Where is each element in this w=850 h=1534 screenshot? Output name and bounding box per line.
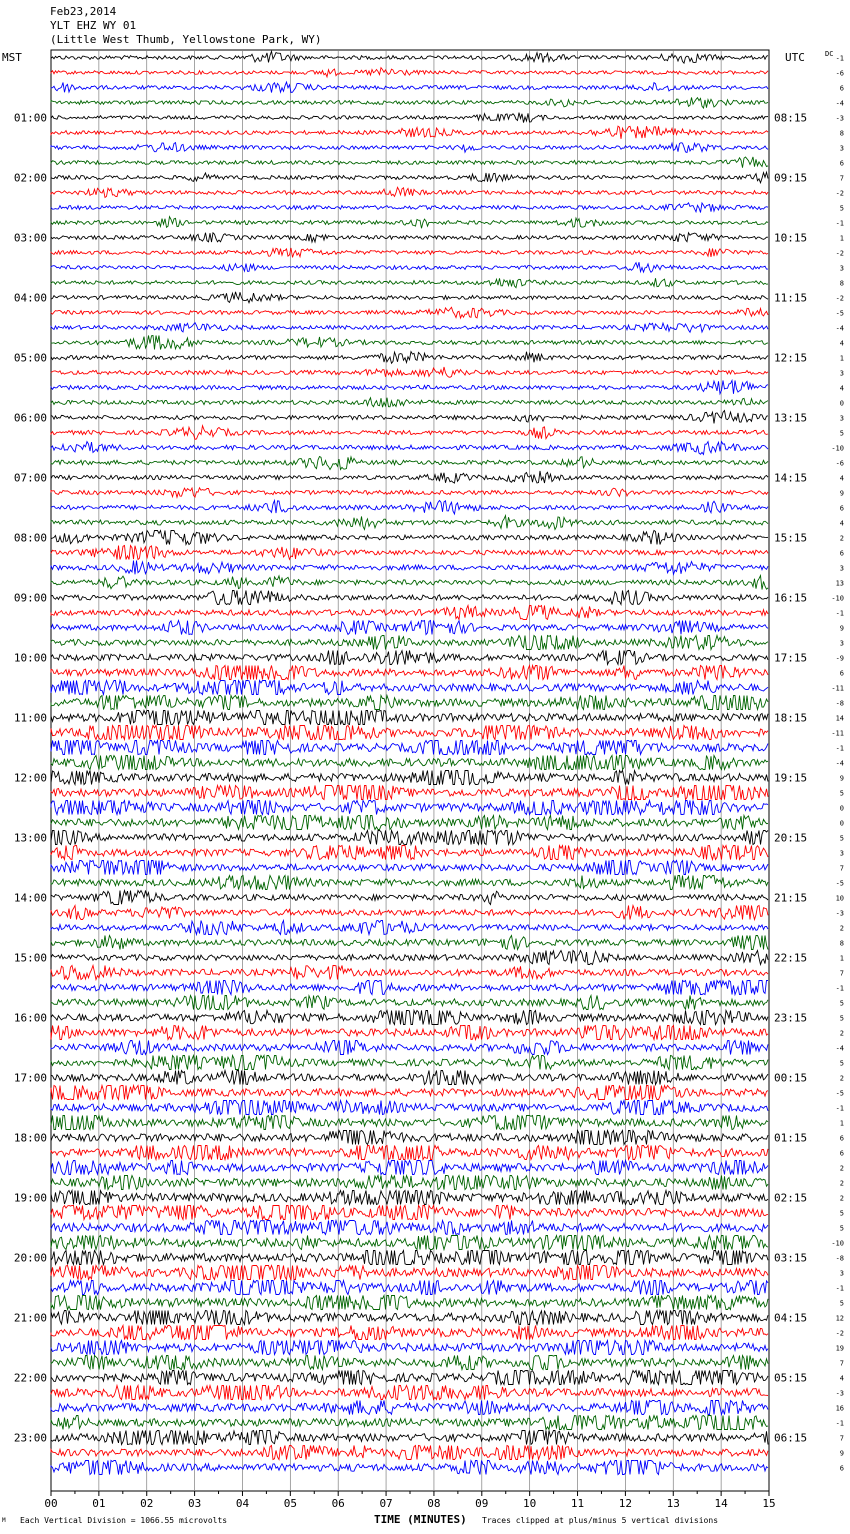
dc-offset-label: 6 [839, 549, 844, 558]
dc-offset-label: -2 [835, 189, 844, 198]
dc-offset-label: 0 [839, 804, 844, 813]
trace-line [51, 1086, 768, 1100]
x-tick-label: 09 [475, 1497, 489, 1510]
dc-offset-label: 4 [839, 519, 844, 528]
dc-offset-label: -1 [835, 1419, 844, 1428]
dc-offset-label: 6 [839, 159, 844, 168]
station-location: (Little West Thumb, Yellowstone Park, WY) [50, 33, 322, 46]
x-tick-label: 07 [379, 1497, 393, 1510]
trace-line [51, 1461, 768, 1475]
dc-offset-label: -1 [835, 219, 844, 228]
trace-line [51, 323, 768, 333]
trace-line [51, 203, 768, 213]
trace-line [51, 217, 768, 229]
trace-line [51, 771, 768, 785]
trace-line [51, 696, 768, 710]
trace-line [51, 442, 768, 455]
left-hour-label: 04:00 [13, 291, 47, 305]
right-hour-label: 04:15 [774, 1311, 808, 1325]
trace-line [51, 1056, 768, 1070]
dc-offset-label: -2 [835, 249, 844, 258]
trace-line [51, 531, 768, 545]
dc-offset-label: 12 [835, 1314, 844, 1323]
dc-offset-label: 3 [839, 1269, 844, 1278]
trace-line [51, 741, 768, 755]
x-tick-label: 03 [187, 1497, 202, 1510]
trace-line [51, 711, 768, 725]
trace-line [51, 126, 768, 139]
dc-offset-label: -1 [835, 1104, 844, 1113]
dc-offset-label: -4 [835, 1044, 844, 1053]
right-hour-label: 16:15 [774, 591, 808, 605]
dc-offset-label: 7 [839, 969, 844, 978]
dc-offset-label: 9 [839, 774, 844, 783]
trace-line [51, 381, 768, 394]
dc-offset-label: 14 [835, 714, 844, 723]
dc-offset-label: 1 [839, 354, 844, 363]
trace-line [51, 1386, 768, 1400]
left-hour-label: 06:00 [13, 411, 47, 425]
trace-line [51, 68, 768, 77]
dc-offset-label: -1 [835, 1284, 844, 1293]
trace-line [51, 352, 768, 364]
trace-line [51, 1326, 768, 1340]
dc-offset-label: 3 [839, 564, 844, 573]
dc-offset-label: 2 [839, 534, 844, 543]
right-hour-label: 03:15 [774, 1251, 808, 1265]
left-timezone-label: MST [2, 51, 22, 64]
right-hour-label: 18:15 [774, 711, 808, 725]
dc-offset-label: 1 [839, 954, 844, 963]
trace-line [51, 816, 768, 830]
right-hour-label: 05:15 [774, 1371, 808, 1385]
trace-line [51, 801, 768, 815]
right-hour-label: 11:15 [774, 291, 808, 305]
trace-line [51, 1176, 768, 1190]
dc-offset-label: -5 [835, 1089, 844, 1098]
right-hour-label: 22:15 [774, 951, 808, 965]
left-hour-label: 15:00 [13, 951, 47, 965]
trace-line [51, 1101, 768, 1115]
x-tick-label: 04 [235, 1497, 250, 1510]
left-hour-label: 16:00 [13, 1011, 47, 1025]
dc-offset-label: 5 [839, 1224, 844, 1233]
trace-line [51, 426, 768, 440]
dc-offset-label: 10 [835, 894, 844, 903]
clip-note: Traces clipped at plus/minus 5 vertical divisions [482, 1516, 719, 1525]
trace-line [51, 876, 768, 890]
dc-offset-label: 8 [839, 279, 844, 288]
dc-offset-label: 4 [839, 1374, 844, 1383]
x-tick-label: 00 [44, 1497, 58, 1510]
trace-line [51, 248, 768, 257]
dc-offset-label: -4 [835, 759, 844, 768]
left-hour-label: 01:00 [13, 111, 47, 125]
trace-line [51, 1011, 768, 1025]
trace-line [51, 157, 768, 168]
dc-offset-label: -2 [835, 1329, 844, 1338]
left-hour-label: 17:00 [13, 1071, 47, 1085]
trace-line [51, 143, 768, 153]
dc-offset-label: -6 [835, 69, 844, 78]
left-hour-label: 12:00 [13, 771, 47, 785]
trace-line [51, 1416, 768, 1430]
left-hour-label: 02:00 [13, 171, 47, 185]
dc-offset-label: 3 [839, 414, 844, 423]
trace-line [51, 906, 768, 920]
scale-note: Each Vertical Division = 1066.55 microvolts [20, 1516, 228, 1525]
trace-line [51, 82, 768, 92]
left-hour-label: 21:00 [13, 1311, 47, 1325]
dc-offset-label: 4 [839, 339, 844, 348]
dc-offset-label: -1 [835, 984, 844, 993]
dc-offset-label: 5 [839, 999, 844, 1008]
trace-line [51, 278, 768, 288]
dc-offset-label: 6 [839, 1464, 844, 1473]
trace-line [51, 1236, 768, 1250]
trace-line [51, 996, 768, 1010]
dc-offset-label: 5 [839, 789, 844, 798]
trace-line [51, 262, 768, 272]
dc-offset-label: 7 [839, 174, 844, 183]
right-hour-label: 10:15 [774, 231, 808, 245]
dc-offset-label: 3 [839, 849, 844, 858]
trace-line [51, 98, 768, 109]
dc-offset-label: 1 [839, 1119, 844, 1128]
trace-line [51, 1341, 768, 1355]
left-hour-label: 20:00 [13, 1251, 47, 1265]
right-hour-label: 02:15 [774, 1191, 808, 1205]
trace-line [51, 831, 768, 845]
dc-offset-label: -11 [831, 684, 844, 693]
trace-line [51, 1446, 768, 1460]
dc-offset-label: 5 [839, 429, 844, 438]
right-hour-label: 14:15 [774, 471, 808, 485]
dc-offset-label: 19 [835, 1344, 844, 1353]
dc-offset-label: -9 [835, 654, 844, 663]
station-code: YLT EHZ WY 01 [50, 19, 137, 32]
dc-offset-label: 6 [839, 669, 844, 678]
dc-offset-label: 6 [839, 1149, 844, 1158]
trace-line [51, 861, 768, 875]
dc-offset-header: DC [825, 50, 834, 58]
trace-line [51, 681, 768, 695]
left-hour-label: 05:00 [13, 351, 47, 365]
trace-line [51, 336, 768, 350]
right-hour-label: 20:15 [774, 831, 808, 845]
dc-offset-label: 5 [839, 1209, 844, 1218]
trace-line [51, 471, 768, 483]
trace-line [51, 233, 768, 242]
x-tick-label: 11 [570, 1497, 585, 1510]
dc-offset-label: -8 [835, 1254, 844, 1263]
dc-offset-label: -5 [835, 309, 844, 318]
trace-line [51, 1026, 768, 1040]
trace-line [51, 621, 768, 635]
trace-line [51, 546, 768, 560]
trace-line [51, 951, 768, 965]
dc-offset-label: 2 [839, 1179, 844, 1188]
dc-offset-label: 4 [839, 474, 844, 483]
dc-offset-label: 3 [839, 369, 844, 378]
trace-line [51, 1071, 768, 1085]
trace-line [51, 891, 768, 905]
trace-line [51, 966, 768, 980]
trace-line [51, 516, 768, 530]
left-hour-label: 19:00 [13, 1191, 47, 1205]
dc-offset-label: 7 [839, 1434, 844, 1443]
dc-offset-label: -5 [835, 879, 844, 888]
dc-offset-label: 9 [839, 1449, 844, 1458]
record-date: Feb23,2014 [50, 5, 117, 18]
dc-offset-label: 16 [835, 1404, 844, 1413]
trace-line [51, 786, 768, 800]
trace-line [51, 501, 768, 515]
left-hour-label: 13:00 [13, 831, 47, 845]
trace-line [51, 591, 768, 605]
trace-line [51, 666, 768, 680]
dc-offset-label: 3 [839, 144, 844, 153]
trace-line [51, 846, 768, 860]
trace-line [51, 636, 768, 650]
left-hour-label: 14:00 [13, 891, 47, 905]
x-tick-label: 02 [140, 1497, 154, 1510]
trace-line [51, 921, 768, 935]
trace-line [51, 1221, 768, 1235]
trace-line [51, 51, 768, 63]
dc-offset-label: -3 [835, 1389, 844, 1398]
trace-line [51, 1266, 768, 1280]
dc-offset-label: 2 [839, 1029, 844, 1038]
trace-line [51, 1281, 768, 1295]
left-hour-label: 23:00 [13, 1431, 47, 1445]
trace-line [51, 1191, 768, 1205]
trace-line [51, 411, 768, 424]
dc-offset-label: 5 [839, 1299, 844, 1308]
trace-line [51, 981, 768, 995]
left-hour-label: 18:00 [13, 1131, 47, 1145]
trace-line [51, 1161, 768, 1175]
trace-line [51, 488, 768, 498]
right-timezone-label: UTC [785, 51, 805, 64]
left-hour-label: 22:00 [13, 1371, 47, 1385]
left-hour-label: 10:00 [13, 651, 47, 665]
x-tick-label: 12 [618, 1497, 633, 1510]
dc-offset-label: 3 [839, 264, 844, 273]
dc-offset-label: 5 [839, 1014, 844, 1023]
trace-line [51, 457, 768, 470]
left-hour-label: 03:00 [13, 231, 47, 245]
right-hour-label: 00:15 [774, 1071, 808, 1085]
dc-offset-label: 13 [835, 579, 844, 588]
right-hour-label: 23:15 [774, 1011, 808, 1025]
trace-line [51, 1401, 768, 1415]
x-tick-label: 15 [762, 1497, 776, 1510]
x-tick-label: 13 [666, 1497, 680, 1510]
dc-offset-label: 6 [839, 84, 844, 93]
x-tick-label: 06 [331, 1497, 345, 1510]
right-hour-label: 12:15 [774, 351, 808, 365]
trace-line [51, 561, 768, 575]
dc-offset-label: 0 [839, 819, 844, 828]
dc-offset-label: -4 [835, 99, 844, 108]
trace-line [51, 1041, 768, 1055]
dc-offset-label: 9 [839, 624, 844, 633]
trace-line [51, 726, 768, 740]
trace-line [51, 936, 768, 950]
trace-line [51, 1131, 768, 1145]
dc-offset-label: -11 [831, 729, 844, 738]
trace-line [51, 1206, 768, 1220]
dc-offset-label: 6 [839, 504, 844, 513]
dc-offset-label: -4 [835, 324, 844, 333]
dc-offset-label: 8 [839, 129, 844, 138]
trace-line [51, 307, 768, 318]
trace-line [51, 1371, 768, 1385]
corner-mark: M [2, 1517, 6, 1524]
dc-offset-label: -1 [835, 609, 844, 618]
trace-line [51, 292, 768, 303]
dc-offset-label: -8 [835, 699, 844, 708]
trace-line [51, 651, 768, 665]
dc-offset-label: 3 [839, 639, 844, 648]
x-tick-label: 10 [523, 1497, 537, 1510]
trace-line [51, 1296, 768, 1310]
right-hour-label: 08:15 [774, 111, 808, 125]
dc-offset-label: 8 [839, 939, 844, 948]
x-tick-label: 01 [92, 1497, 106, 1510]
dc-offset-label: -2 [835, 294, 844, 303]
trace-line [51, 367, 768, 377]
trace-line [51, 172, 768, 183]
trace-line [51, 113, 768, 123]
dc-offset-label: 0 [839, 399, 844, 408]
left-hour-label: 11:00 [13, 711, 47, 725]
trace-line [51, 1431, 768, 1445]
dc-offset-label: -1 [835, 54, 844, 63]
trace-line [51, 756, 768, 770]
trace-line [51, 576, 768, 590]
right-hour-label: 13:15 [774, 411, 808, 425]
trace-line [51, 187, 768, 197]
right-hour-label: 21:15 [774, 891, 808, 905]
dc-offset-label: 5 [839, 204, 844, 213]
dc-offset-label: -10 [831, 444, 844, 453]
dc-offset-label: -1 [835, 744, 844, 753]
x-tick-label: 14 [714, 1497, 728, 1510]
dc-offset-label: 4 [839, 384, 844, 393]
dc-offset-label: 1 [839, 234, 844, 243]
dc-offset-label: 2 [839, 1194, 844, 1203]
right-hour-label: 06:15 [774, 1431, 808, 1445]
right-hour-label: 19:15 [774, 771, 808, 785]
dc-offset-label: 7 [839, 1359, 844, 1368]
x-tick-label: 08 [427, 1497, 441, 1510]
trace-line [51, 1356, 768, 1370]
right-hour-label: 01:15 [774, 1131, 808, 1145]
trace-line [51, 606, 768, 620]
right-hour-label: 09:15 [774, 171, 808, 185]
trace-line [51, 398, 768, 408]
dc-offset-label: 9 [839, 489, 844, 498]
right-hour-label: 17:15 [774, 651, 808, 665]
left-hour-label: 07:00 [13, 471, 47, 485]
trace-line [51, 1251, 768, 1265]
dc-offset-label: 7 [839, 864, 844, 873]
dc-offset-label: -10 [831, 1239, 844, 1248]
seismic-traces [51, 51, 768, 1474]
dc-offset-label: 6 [839, 1134, 844, 1143]
x-axis-title: TIME (MINUTES) [374, 1513, 467, 1526]
dc-offset-label: 2 [839, 924, 844, 933]
dc-offset-label: 5 [839, 834, 844, 843]
dc-offset-label: 2 [839, 1164, 844, 1173]
right-hour-label: 15:15 [774, 531, 808, 545]
dc-offset-label: 5 [839, 1059, 844, 1068]
dc-offset-label: 2 [839, 1074, 844, 1083]
dc-offset-label: -10 [831, 594, 844, 603]
left-hour-label: 08:00 [13, 531, 47, 545]
dc-offset-label: -3 [835, 114, 844, 123]
left-hour-label: 09:00 [13, 591, 47, 605]
dc-offset-label: -3 [835, 909, 844, 918]
trace-line [51, 1311, 768, 1325]
trace-line [51, 1146, 768, 1160]
dc-offset-label: -6 [835, 459, 844, 468]
x-tick-label: 05 [283, 1497, 297, 1510]
trace-line [51, 1116, 768, 1130]
